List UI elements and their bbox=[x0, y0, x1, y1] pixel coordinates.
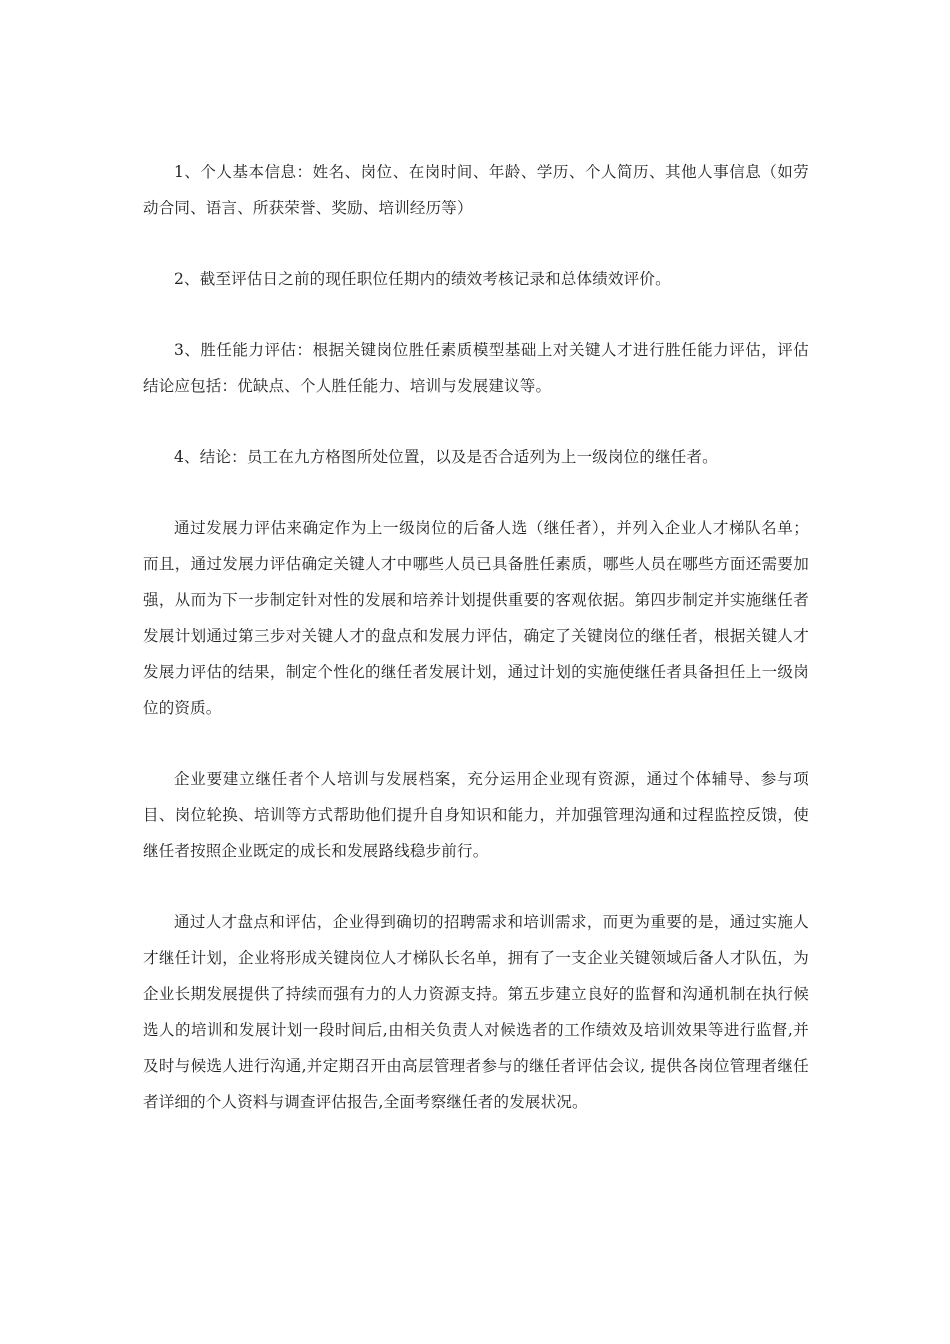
paragraph-development-assessment: 通过发展力评估来确定作为上一级岗位的后备人选（继任者），并列入企业人才梯队名单；而且，通过发展力评估确定关键人才中哪些人员已具备胜任素质，哪些人员在哪些方面还需要加强，从而为下一步制定针对性的发展和培养计划提供重要的客观依据。第四步制定并实施继任者发展计划通过第三步对关键人才的盘点和发展力评估，确定了关键岗位的继任者，根据关键人才发展力评估的结果，制定个性化的继任者发展计划，通过计划的实施使继任者具备担任上一级岗位的资质。 bbox=[143, 519, 809, 717]
paragraph-talent-review: 通过人才盘点和评估，企业得到确切的招聘需求和培训需求，而更为重要的是，通过实施人才继任计划，企业将形成关键岗位人才梯队长名单，拥有了一支企业关键领域后备人才队伍，为企业长期发展提供了持续而强有力的人力资源支持。第五步建立良好的监督和沟通机制在执行候选人的培训和发展计划一段时间后,由相关负责人对候选者的工作绩效及培训效果等进行监督,并及时与候选人进行沟通,并定期召开由高层管理者参与的继任者评估会议, 提供各岗位管理者继任者详细的个人资料与调查评估报告,全面考察继任者的发展状况。 bbox=[143, 913, 809, 1111]
paragraph-conclusion: 4、结论：员工在九方格图所处位置，以及是否合适列为上一级岗位的继任者。 bbox=[174, 448, 718, 466]
paragraph-training-archive: 企业要建立继任者个人培训与发展档案，充分运用企业现有资源，通过个体辅导、参与项目、岗位轮换、培训等方式帮助他们提升自身知识和能力，并加强管理沟通和过程监控反馈，使继任者按照企业既定的成长和发展路线稳步前行。 bbox=[143, 770, 809, 860]
document-body bbox=[143, 154, 809, 1155]
paragraph-personal-info: 1、个人基本信息：姓名、岗位、在岗时间、年龄、学历、个人简历、其他人事信息（如劳动合同、语言、所获荣誉、奖励、培训经历等） bbox=[143, 163, 809, 217]
paragraph-competency-assessment: 3、胜任能力评估：根据关键岗位胜任素质模型基础上对关键人才进行胜任能力评估，评估结论应包括：优缺点、个人胜任能力、培训与发展建议等。 bbox=[143, 341, 809, 395]
paragraph-performance-record: 2、截至评估日之前的现任职位任期内的绩效考核记录和总体绩效评价。 bbox=[174, 270, 671, 288]
